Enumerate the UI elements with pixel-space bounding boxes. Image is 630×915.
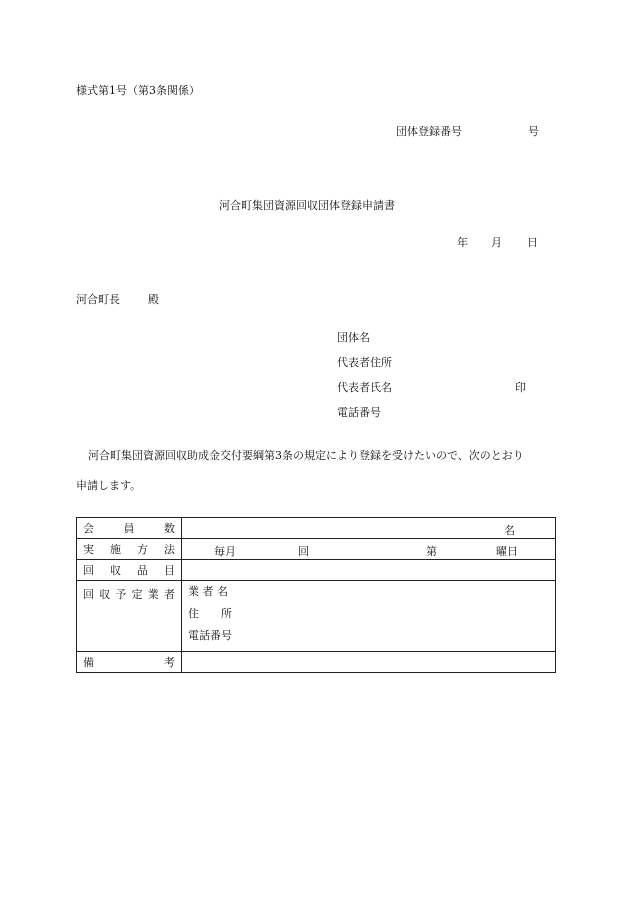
table-row-members	[77, 518, 556, 539]
application-table	[76, 517, 556, 673]
items-value-cell[interactable]	[182, 560, 556, 581]
contractor-address-label: 住 所	[188, 607, 232, 620]
date-month: 月	[491, 236, 502, 249]
phone-label: 電話番号	[337, 406, 381, 419]
seal-mark: 印	[515, 381, 526, 394]
rep-address-label: 代表者住所	[337, 356, 392, 369]
group-name-label: 団体名	[337, 331, 370, 344]
contractor-name-label: 業 者 名	[188, 585, 228, 598]
table-row-items	[77, 560, 556, 581]
body-text-line-1: 河合町集団資源回収助成金交付要綱第3条の規定により登録を受けたいので、次のとおり	[88, 449, 524, 462]
table-row-remarks	[77, 652, 556, 673]
method-ordinal: 第	[426, 545, 437, 558]
contractor-value-cell[interactable]	[182, 581, 556, 652]
method-times: 回	[298, 545, 309, 558]
date-day: 日	[527, 236, 538, 249]
members-value-cell[interactable]	[182, 518, 556, 539]
addressee-name: 河合町長	[76, 293, 120, 306]
registration-number-label: 団体登録番号	[396, 125, 462, 138]
remarks-label: 備 考	[77, 652, 182, 673]
items-label: 回 収 品 目	[77, 560, 182, 581]
table-row-method	[77, 539, 556, 560]
contractor-phone-label: 電話番号	[188, 629, 232, 642]
body-text-line-2: 申請します。	[76, 479, 142, 492]
table-row-contractor	[77, 581, 556, 652]
contractor-label: 回収予定業者	[77, 581, 182, 652]
members-label: 会 員 数	[77, 518, 182, 539]
method-monthly: 毎月	[214, 545, 236, 558]
addressee-honorific: 殿	[148, 293, 159, 306]
registration-number-suffix: 号	[528, 125, 539, 138]
method-value-cell[interactable]	[182, 539, 556, 560]
method-weekday: 曜日	[496, 545, 518, 558]
date-year: 年	[457, 236, 468, 249]
method-label: 実 施 方 法	[77, 539, 182, 560]
rep-name-label: 代表者氏名	[337, 381, 392, 394]
document-title: 河合町集団資源回収団体登録申請書	[219, 199, 395, 212]
members-unit: 名	[504, 524, 515, 537]
remarks-value-cell[interactable]	[182, 652, 556, 673]
form-reference: 様式第1号（第3条関係）	[76, 84, 200, 97]
